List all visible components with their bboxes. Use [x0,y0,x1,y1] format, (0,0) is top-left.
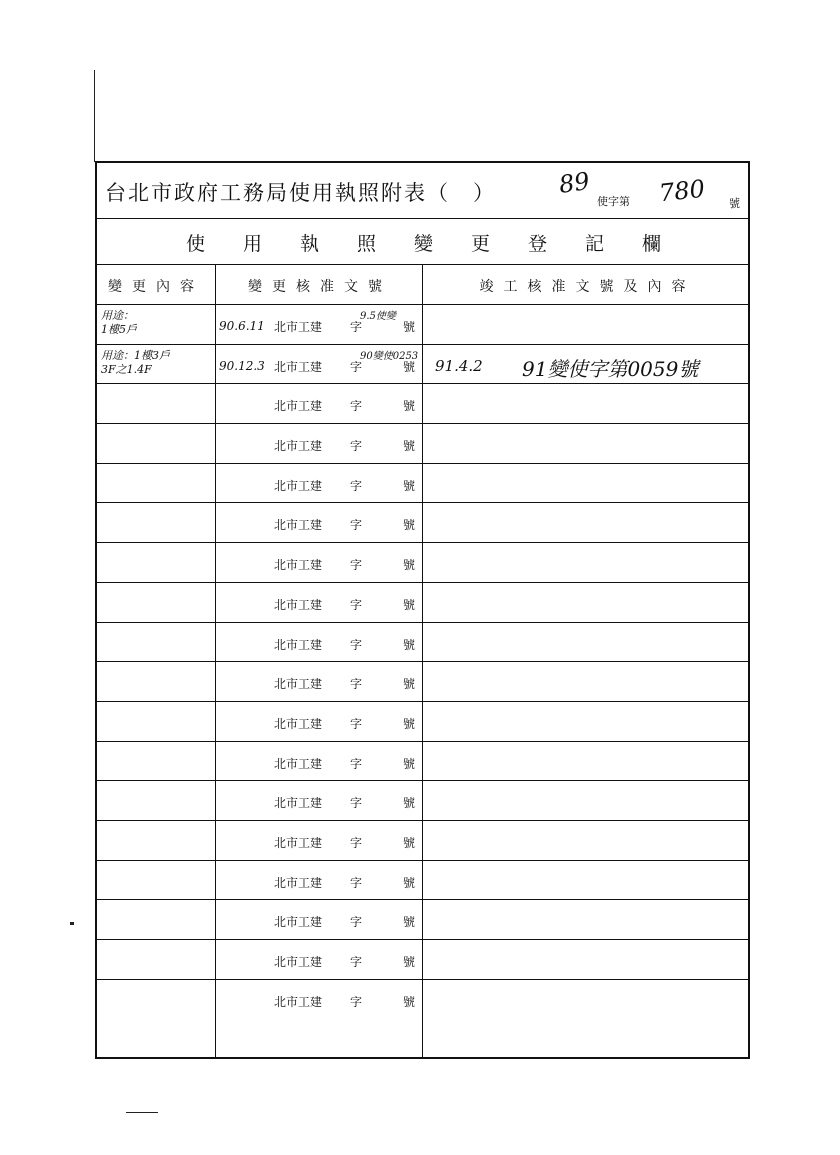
table-row [97,940,748,980]
zi-character: 字 [350,320,363,334]
zi-character: 字 [350,716,363,731]
completion-doc-number: 91變使字第0059號 [522,356,699,381]
table-row [97,543,748,583]
zi-character: 字 [350,439,363,454]
header-approval-doc: 變更核准文號 [248,279,392,295]
hao-character: 號 [403,756,416,771]
permit-attachment-form [95,161,750,1059]
issuing-office: 北市工建 [274,955,323,969]
issuing-office: 北市工建 [274,320,323,334]
zi-character: 字 [350,835,363,850]
zi-character: 字 [350,359,363,374]
hao-character: 號 [403,478,416,493]
hao-character: 號 [403,439,416,454]
table-row [97,900,748,940]
hao-character: 號 [403,994,416,1009]
table-row [97,305,748,345]
table-row [97,583,748,623]
scan-edge-line [94,70,95,162]
issuing-office: 北市工建 [274,558,323,573]
issuing-office: 北市工建 [274,796,323,811]
permit-prefix: 使字第 [597,195,630,208]
hao-character: 號 [403,518,416,533]
record-rows [97,305,748,1019]
issuing-office: 北市工建 [274,597,323,612]
zi-character: 字 [350,558,363,573]
table-row [97,384,748,424]
issuing-office: 北市工建 [274,478,323,493]
table-row [97,464,748,504]
issuing-office: 北市工建 [274,439,323,454]
table-row [97,861,748,901]
title-row [97,163,748,219]
hao-character: 號 [403,359,416,374]
issuing-office: 北市工建 [274,875,323,890]
section-title: 使用執照變更登記欄 [185,233,699,255]
table-row [97,980,748,1020]
hao-character: 號 [403,955,416,969]
hao-character: 號 [403,558,416,573]
scan-speck [70,922,74,925]
approval-number: 90變使0253 [360,350,419,362]
hao-character: 號 [403,399,416,414]
header-change-content: 變更內容 [108,279,204,295]
permit-suffix: 號 [729,197,740,210]
issuing-office: 北市工建 [274,756,323,771]
hao-character: 號 [403,637,416,652]
hao-character: 號 [403,875,416,890]
approval-date: 90.12.3 [219,358,265,373]
table-row [97,623,748,663]
hao-character: 號 [403,796,416,811]
zi-character: 字 [350,478,363,493]
table-row [97,424,748,464]
zi-character: 字 [350,677,363,692]
zi-character: 字 [350,915,363,930]
issuing-office: 北市工建 [274,637,323,652]
zi-character: 字 [350,875,363,890]
table-row [97,821,748,861]
form-title: 台北市政府工務局使用執照附表（ ） [105,181,496,205]
issuing-office: 北市工建 [274,359,323,374]
zi-character: 字 [350,955,363,969]
zi-character: 字 [350,994,363,1009]
issuing-office: 北市工建 [274,994,323,1009]
zi-character: 字 [350,399,363,414]
table-row [97,503,748,543]
completion-date: 91.4.2 [435,356,483,375]
table-row [97,781,748,821]
table-row [97,345,748,385]
hao-character: 號 [403,835,416,850]
approval-number: 9.5使變 [360,311,396,322]
issuing-office: 北市工建 [274,399,323,414]
hao-character: 號 [403,716,416,731]
hao-character: 號 [403,915,416,930]
scan-dash [126,1112,158,1113]
issuing-office: 北市工建 [274,716,323,731]
zi-character: 字 [350,796,363,811]
handwritten-year: 89 [557,167,592,199]
issuing-office: 北市工建 [274,915,323,930]
table-row [97,742,748,782]
header-completion-doc: 竣工核准文號及內容 [479,279,696,295]
zi-character: 字 [350,518,363,533]
hao-character: 號 [403,320,416,334]
hao-character: 號 [403,597,416,612]
hao-character: 號 [403,677,416,692]
zi-character: 字 [350,597,363,612]
approval-date: 90.6.11 [219,319,265,333]
table-row [97,702,748,742]
table-row [97,662,748,702]
change-content-cell: 用途： 1樓5戶 [101,309,137,336]
issuing-office: 北市工建 [274,518,323,533]
zi-character: 字 [350,637,363,652]
section-row [97,219,748,265]
zi-character: 字 [350,756,363,771]
handwritten-permit-number: 780 [657,174,707,208]
issuing-office: 北市工建 [274,835,323,850]
issuing-office: 北市工建 [274,677,323,692]
change-content-cell: 用途：1樓3戶 3F之1.4F [101,348,170,376]
